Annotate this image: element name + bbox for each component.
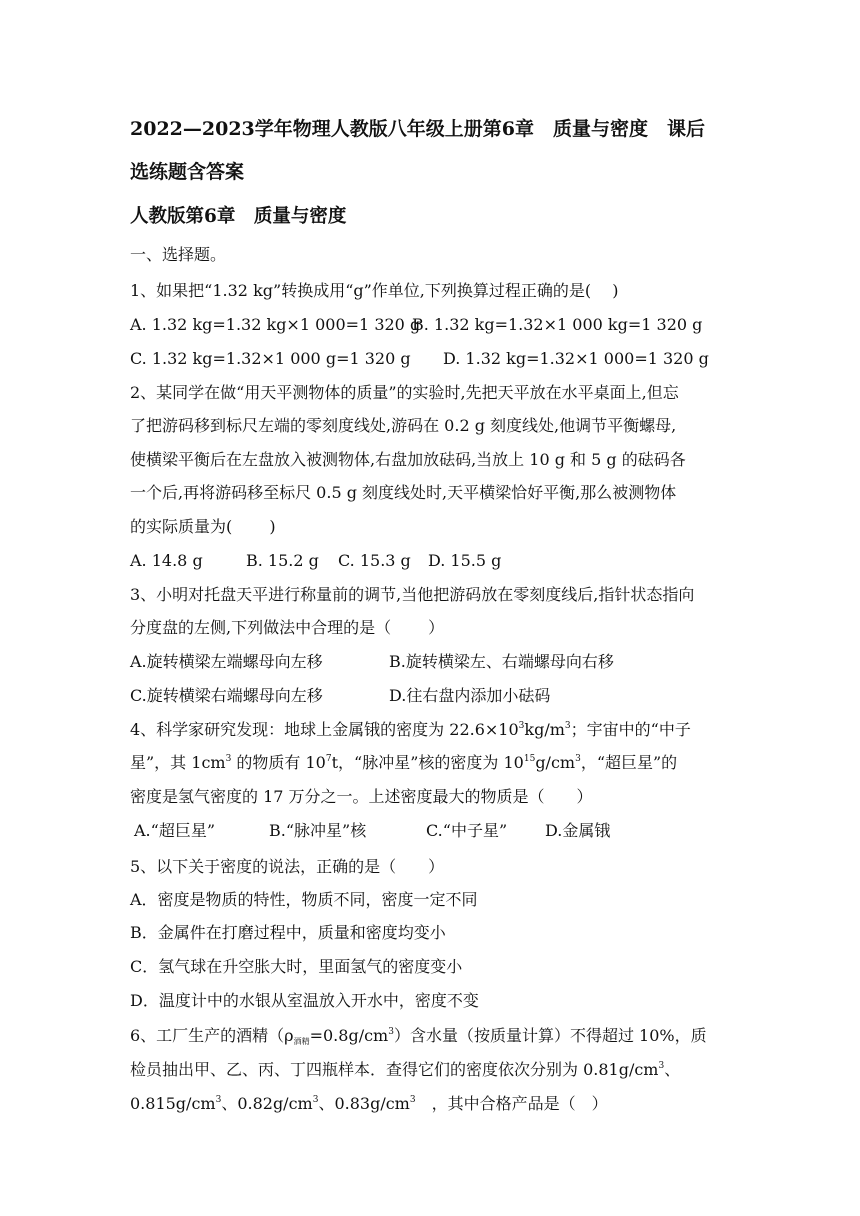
q1-option-c: C. 1.32 kg=1.32×1 000 g=1 320 g <box>130 349 411 368</box>
chapter-heading: 人教版第6章 质量与密度 <box>130 206 347 227</box>
q2-line2: 了把游码移到标尺左端的零刻度线处,游码在 0.2 g 刻度线处,他调节平衡螺母, <box>130 416 677 435</box>
q6-line2: 检员抽出甲、乙、丙、丁四瓶样本．查得它们的密度依次分别为 $0.81g/cm^3$、 <box>130 1060 681 1079</box>
q1-option-b: B. 1.32 kg=1.32×1 000 kg=1 320 g <box>412 315 703 334</box>
q5-stem: 5、以下关于密度的说法，正确的是（ ） <box>130 857 445 876</box>
q3-option-c: C.旋转横梁右端螺母向左移 <box>130 686 323 705</box>
q2-option-d: D. 15.5 g <box>428 551 502 570</box>
q3-option-d: D.往右盘内添加小砝码 <box>389 686 551 705</box>
q3-line2: 分度盘的左侧,下列做法中合理的是（ ） <box>130 618 445 637</box>
q4-option-d: D.金属锇 <box>545 821 611 840</box>
q3-option-a: A.旋转横梁左端螺母向左移 <box>130 652 323 671</box>
q4-line2: 星”，其 $1cm^3$ 的物质有 $10^7t$，“脉冲星”核的密度为 $10^{15}g/cm^3$，“超巨星”的 <box>130 753 678 772</box>
q6-line1: 6、工厂生产的酒精$(\rho_{酒精}=0.8g/cm^3)$含水量（按质量计算）不得超过 10%，质 <box>130 1026 707 1046</box>
q2-line3: 使横梁平衡后在左盘放入被测物体,右盘加放砝码,当放上 10 g 和 5 g 的砝码各 <box>130 450 686 469</box>
q4-line3: 密度是氢气密度的 17 万分之一。上述密度最大的物质是（ ） <box>130 787 593 806</box>
q2-option-b: B. 15.2 g <box>246 551 319 570</box>
q5-option-d: D．温度计中的水银从室温放入开水中，密度不变 <box>130 991 479 1010</box>
q2-option-c: C. 15.3 g <box>338 551 411 570</box>
q4-line1: 4、科学家研究发现：地球上金属锇的密度为 $22.6\times 10^3kg/m^3$；宇宙中的“中子 <box>130 720 691 739</box>
q2-line1: 2、某同学在做“用天平测物体的质量”的实验时,先把天平放在水平桌面上,但忘 <box>130 383 679 402</box>
q1-option-d: D. 1.32 kg=1.32×1 000=1 320 g <box>443 349 709 368</box>
q4-option-a: A.“超巨星” <box>134 821 216 840</box>
q4-option-b: B.“脉冲星”核 <box>269 821 367 840</box>
q2-line5: 的实际质量为( ) <box>130 517 276 536</box>
q5-option-c: C．氢气球在升空胀大时，里面氢气的密度变小 <box>130 957 463 976</box>
q6-line3: $0.815g/cm^3$、$0.82g/cm^3$、$0.83g/cm^3$ ，其中合格产品是（ ） <box>130 1094 608 1113</box>
q3-line1: 3、小明对托盘天平进行称量前的调节,当他把游码放在零刻度线后,指针状态指向 <box>130 585 695 604</box>
q3-option-b: B.旋转横梁左、右端螺母向右移 <box>389 652 614 671</box>
section-heading: 一、选择题。 <box>130 245 227 264</box>
q1-option-a: A. 1.32 kg=1.32 kg×1 000=1 320 g <box>130 315 421 334</box>
q2-option-a: A. 14.8 g <box>130 551 203 570</box>
q5-option-a: A．密度是物质的特性，物质不同，密度一定不同 <box>130 890 478 909</box>
q4-option-c: C.“中子星” <box>426 821 508 840</box>
q5-option-b: B．金属件在打磨过程中，质量和密度均变小 <box>130 923 446 942</box>
q1-stem: 1、如果把“1.32 kg”转换成用“g”作单位,下列换算过程正确的是( ) <box>130 281 619 300</box>
doc-title-line2: 选练题含答案 <box>130 161 245 183</box>
q2-line4: 一个后,再将游码移至标尺 0.5 g 刻度线处时,天平横梁恰好平衡,那么被测物体 <box>130 483 677 502</box>
doc-title-line1: 2022—2023学年物理人教版八年级上册第6章 质量与密度 课后 <box>130 118 705 140</box>
